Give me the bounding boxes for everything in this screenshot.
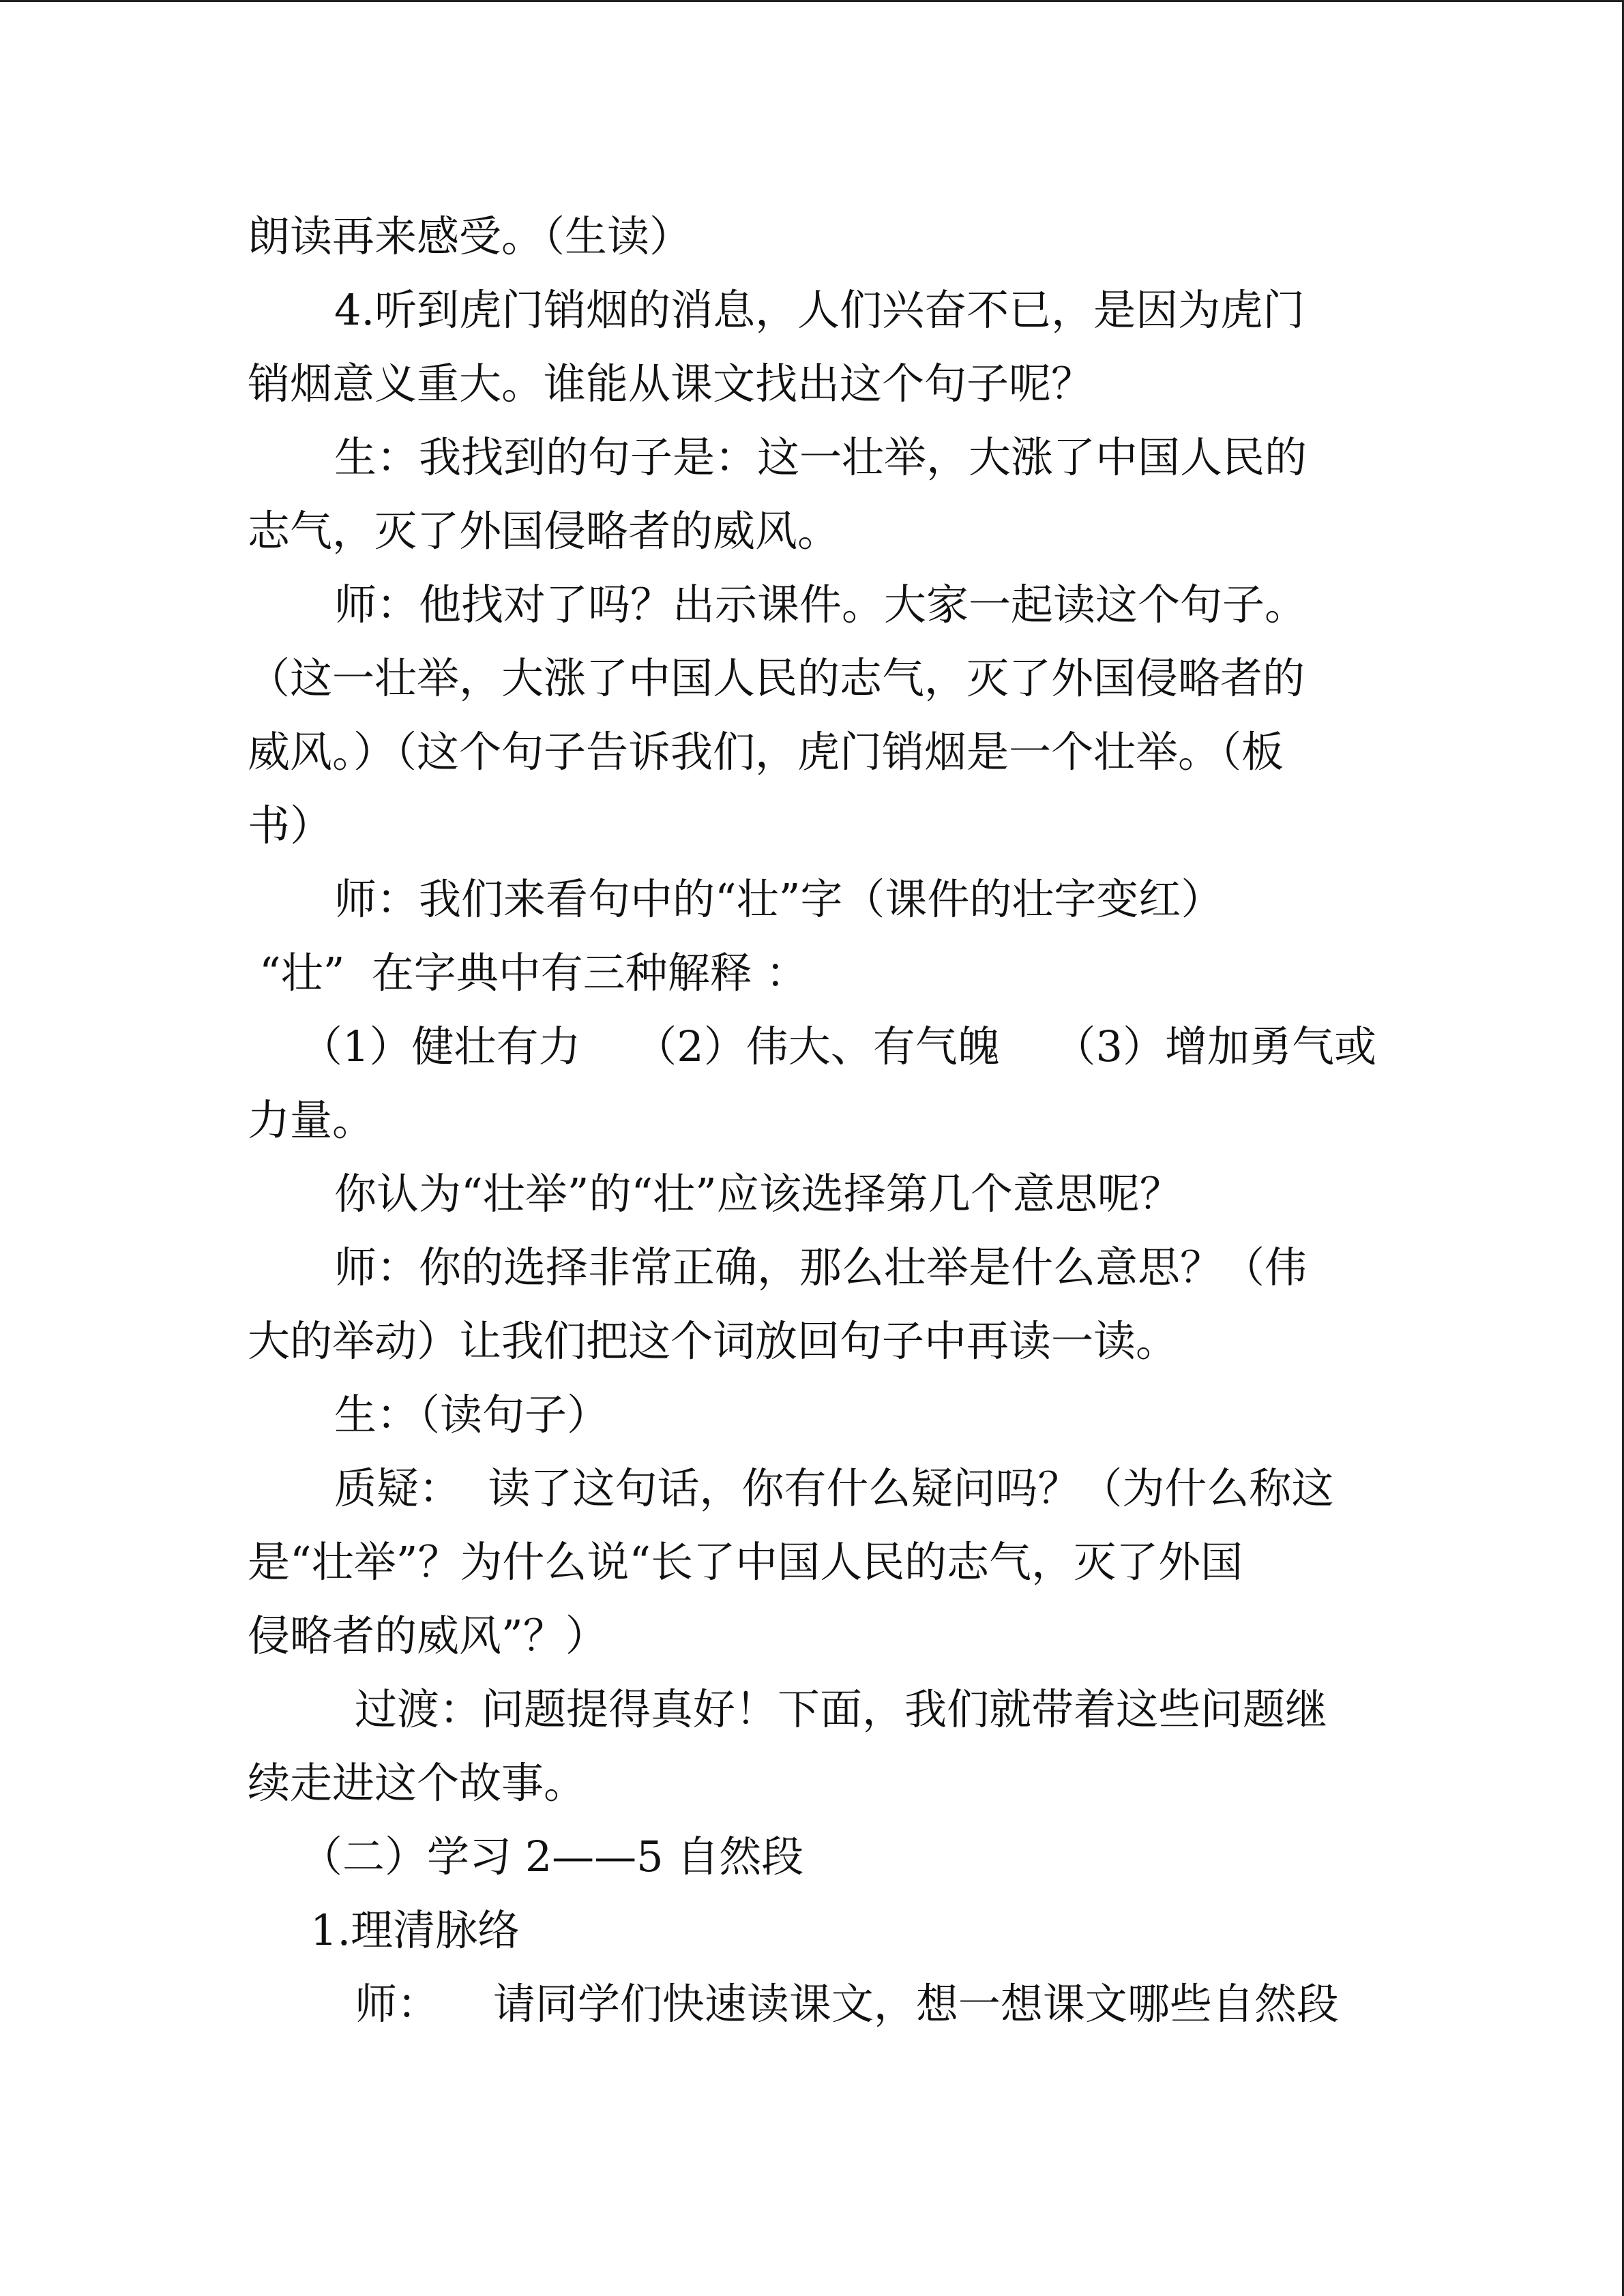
text-line: 师：你的选择非常正确，那么壮举是什么意思？（伟	[334, 1242, 1308, 1292]
text-line: 志气，灭了外国侵略者的威风。	[248, 506, 840, 556]
text-line: 质疑： 读了这句话，你有什么疑问吗？（为什么称这	[334, 1463, 1334, 1513]
text-line: 师：他找对了吗？出示课件。大家一起读这个句子。	[334, 580, 1308, 629]
text-line: （这一壮举，大涨了中国人民的志气，灭了外国侵略者的	[248, 653, 1305, 703]
text-line: 过渡：问题提得真好！下面，我们就带着这些问题继	[355, 1684, 1328, 1734]
text-line: 力量。	[248, 1095, 375, 1145]
text-line: 4.听到虎门销烟的消息，人们兴奋不已，是因为虎门	[334, 285, 1305, 335]
text-line: 大的举动）让我们把这个词放回句子中再读一读。	[248, 1316, 1179, 1366]
text-line: 师：我们来看句中的“壮”字（课件的壮字变红）	[334, 874, 1224, 924]
text-line: 朗读再来感受。（生读）	[248, 211, 692, 261]
text-line: 是“壮举”？为什么说“长了中国人民的志气，灭了外国	[248, 1537, 1243, 1587]
text-line: 你认为“壮举”的“壮”应该选择第几个意思呢？	[334, 1169, 1182, 1219]
text-line: 侵略者的威风”？）	[248, 1611, 608, 1660]
text-line: 生：我找到的句子是：这一壮举，大涨了中国人民的	[334, 432, 1308, 482]
text-line: 师： 请同学们快速读课文，想一想课文哪些自然段	[355, 1979, 1339, 2029]
page-top-border	[0, 0, 1624, 2]
text-line: 1.理清脉络	[310, 1905, 520, 1955]
text-line: 威风。）（这个句子告诉我们，虎门销烟是一个壮举。（板	[248, 727, 1284, 777]
text-line: 续走进这个故事。	[248, 1758, 587, 1808]
text-line: （1）健壮有力 （2）伟大、有气魄 （3）增加勇气或	[300, 1022, 1377, 1071]
text-line: 销烟意义重大。谁能从课文找出这个句子呢？	[248, 359, 1094, 408]
text-line: 生：（读句子）	[334, 1390, 610, 1440]
text-line: （二）学习 2——5 自然段	[300, 1832, 804, 1881]
text-line: “壮” 在字典中有三种解释 ：	[259, 948, 808, 998]
text-line: 书）	[248, 801, 333, 850]
